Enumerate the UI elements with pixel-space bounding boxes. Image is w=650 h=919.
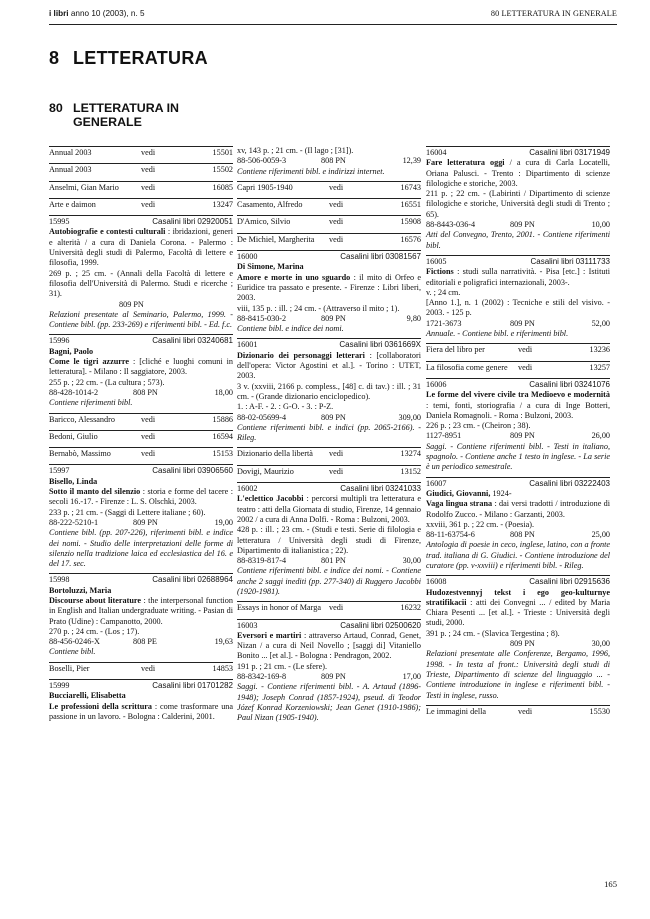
entry-price: 12,39 <box>402 156 421 166</box>
entry-description: 270 p. ; 24 cm. - (Los ; 17). <box>49 626 140 636</box>
cross-reference <box>237 198 421 215</box>
entry-body: : percorsi multipli tra letteratura e teatro : atti della Giornata di studio, Firenze, 14 gennaio 2002 / a cura di Anna Dolfi. - Roma : Bulzoni, 2003. <box>237 494 422 524</box>
entry-title: L'eclettico Jacobbi <box>237 494 304 504</box>
entry-title: Discourse about literature <box>49 595 142 605</box>
ref-heading: La filosofia come genere <box>426 362 508 372</box>
ref-heading: Capri 1905-1940 <box>237 182 293 192</box>
entry-title: Fictions <box>426 267 454 277</box>
entry-number: 15999 <box>49 681 70 691</box>
entry-author-dates: 1924- <box>492 488 512 498</box>
entry-title: Dizionario dei personaggi letterari <box>237 350 365 360</box>
entry-description: xv, 143 p. ; 21 cm. - (Il lago ; [31]). <box>237 146 354 155</box>
ref-number: 14853 <box>212 663 233 673</box>
chapter-title: LETTERATURA <box>73 48 208 68</box>
ref-heading: Bedoni, Giulio <box>49 431 98 441</box>
ref-number: 16594 <box>212 431 233 441</box>
ref-vedi: vedi <box>329 603 344 613</box>
ref-number: 13236 <box>589 345 610 355</box>
entry-note: Saggi. - Contiene riferimenti bibl. - Testi in italiano, spagnolo. - Contiene anche 1 testo in inglese. - La serie è un periodico semestrale. <box>426 441 610 472</box>
entry-body: : come trasformare una passione in un lavoro. - Bologna : Calderini, 2001. <box>49 701 234 721</box>
entry-isbn: 88-8342-169-8 <box>237 672 287 682</box>
entry-title: Come le tigri azzurre <box>49 357 130 367</box>
ref-number: 16743 <box>400 182 421 192</box>
chapter-number: 8 <box>49 48 60 68</box>
entry-number: 15995 <box>49 217 70 227</box>
entry-code: 809 PN <box>321 412 346 422</box>
entry-price: 9,80 <box>406 313 421 323</box>
entry-body: : temi, fonti, storiografia / a cura di Inge Botteri, Daniela Romagnoli. - Roma : Bulzoni, 2003. <box>426 400 610 420</box>
ref-number: 15501 <box>212 148 233 157</box>
entry-code: 809 PN <box>510 220 535 230</box>
ref-number: 15530 <box>589 706 610 716</box>
section-title-line1: LETTERATURA IN <box>73 101 179 115</box>
cross-reference <box>237 601 421 618</box>
ref-vedi: vedi <box>141 148 156 157</box>
entry-author: Bucciarelli, Elisabetta <box>49 691 126 701</box>
entry-number: 16007 <box>426 478 447 488</box>
cross-reference <box>237 181 421 198</box>
entry-isbn: 88-8443-036-4 <box>426 220 476 230</box>
entry-number: 15998 <box>49 575 70 585</box>
ref-number: 13257 <box>589 362 610 372</box>
casalini-id: Casalini libri 03241033 <box>340 484 421 494</box>
casalini-id: Casalini libri 01701282 <box>152 681 233 691</box>
entry-description: 255 p. ; 22 cm. - (La cultura ; 573). <box>49 377 165 387</box>
ref-number: 16232 <box>400 603 421 613</box>
entry-code: 808 PE <box>133 637 157 647</box>
cross-reference <box>237 465 421 482</box>
ref-vedi: vedi <box>141 182 156 192</box>
catalog-entry <box>237 619 421 728</box>
catalog-entry <box>426 146 610 255</box>
catalog-entry <box>237 338 421 447</box>
ref-number: 16085 <box>212 182 233 192</box>
entry-isbn: 88-11-63754-6 <box>426 530 475 540</box>
column-1 <box>49 146 233 726</box>
entry-note: Contiene bibl. e indice dei nomi. <box>237 324 344 334</box>
entry-price: 30,00 <box>591 639 610 649</box>
catalog-entry <box>426 378 610 477</box>
column-3 <box>426 146 610 722</box>
ref-number: 13274 <box>400 449 421 459</box>
entry-code: 809 PN <box>119 299 144 309</box>
chapter-heading <box>49 48 208 69</box>
entry-number: 16003 <box>237 620 258 630</box>
entry-body: / a cura di Carla Locatelli, Oriana Palusci. - Trento : Dipartimento di scienze filologiche e storiche, 2003. <box>426 158 610 188</box>
journal-issue: anno 10 (2003), n. 5 <box>70 9 145 18</box>
entry-price: 18,00 <box>214 387 233 397</box>
entry-code: 809 PN <box>510 431 535 441</box>
ref-vedi: vedi <box>518 362 533 372</box>
entry-title: Fare letteratura oggi <box>426 158 505 168</box>
ref-heading: Casamento, Alfredo <box>237 200 303 210</box>
catalog-entry <box>49 573 233 661</box>
ref-heading: Fiera del libro per <box>426 345 485 355</box>
catalog-entry-continued <box>237 146 421 181</box>
journal-name: i libri <box>49 9 69 18</box>
cross-reference <box>49 447 233 464</box>
ref-heading: Baricco, Alessandro <box>49 414 115 424</box>
ref-vedi: vedi <box>141 199 156 209</box>
entry-title: Hudozestvennyj tekst i ego geo-kulturnye stratifikacii <box>426 587 610 607</box>
entry-title: Le forme del vivere civile tra Medioevo e modernità <box>426 390 610 400</box>
entry-description: 269 p. ; 25 cm. - (Annali della Facoltà di lettere e filosofia dell'Università di Palermo. Studi e ricerche ; 31). <box>49 268 233 299</box>
entry-price: 19,00 <box>214 517 233 527</box>
running-header <box>49 9 617 23</box>
entry-price: 19,63 <box>214 637 233 647</box>
page-number: 165 <box>604 879 617 889</box>
ref-vedi: vedi <box>141 414 156 424</box>
cross-reference <box>426 705 610 722</box>
casalini-id: Casalini libri 03171949 <box>529 148 610 157</box>
entry-body: : attraverso Artaud, Conrad, Genet, Nizan / a cura di Neil Novello ; [saggi di] Vitaniello Bonito ... [et al.]. - Bologna : Pendragon, 2002. <box>237 630 421 661</box>
ref-heading: Bernabò, Massimo <box>49 449 111 459</box>
entry-isbn: 88-506-0059-3 <box>237 156 287 166</box>
section-title-line2: GENERALE <box>73 115 142 129</box>
entry-issue: [Anno 1.], n. 1 (2002) : Tecniche e stili del visivo. - 2003. - 125 p. <box>426 298 610 318</box>
catalog-entry <box>237 250 421 338</box>
entry-description: xxviii, 361 p. ; 22 cm. - (Poesia). <box>426 519 535 529</box>
entry-price: 26,00 <box>591 431 610 441</box>
entry-note: Antologia di poesie in ceco, inglese, latino, con a fronte trad. italiana di G. Giudici. - Contiene introduzione del curatore (pp. v-xxviii) e riferimenti bibl. - Rileg. <box>426 540 610 570</box>
section-heading <box>49 101 179 129</box>
entry-body: : atti dei Convegni ... / edited by Maria Chiara Pesenti ... [et al.]. - Trieste : Università degli studi, 2000. <box>426 597 611 628</box>
entry-description: 3 v. (xxviii, 2166 p. compless., [48] c. di tav.) : ill. ; 31 cm. - (Grande dizionario enciclopedico). <box>237 381 421 401</box>
entry-note: Contiene riferimenti bibl. <box>49 398 133 408</box>
entry-body: : studi sulla narratività. - Pisa [etc.] : Istituti editoriali e poligrafici internazionali, 2003-. <box>426 267 610 287</box>
ref-vedi: vedi <box>518 345 533 355</box>
cross-reference <box>49 413 233 430</box>
catalog-entry <box>49 679 233 726</box>
ref-heading: D'Amico, Silvio <box>237 217 291 227</box>
section-number: 80 <box>49 101 63 115</box>
entry-title: Autobiografie e contesti culturali <box>49 227 166 237</box>
entry-price: 30,00 <box>402 556 421 566</box>
ref-vedi: vedi <box>329 217 344 227</box>
ref-heading: Annual 2003 <box>49 165 92 175</box>
casalini-id: Casalini libri 03081567 <box>340 252 421 262</box>
catalog-entry <box>426 255 610 343</box>
entry-code: 809 PN <box>321 672 346 682</box>
entry-isbn: 88-428-1014-2 <box>49 387 99 397</box>
casalini-id: Casalini libri 02915636 <box>529 577 610 587</box>
entry-number: 16006 <box>426 379 447 389</box>
entry-note: Relazioni presentate al Seminario, Palermo, 1999. - Contiene bibl. (pp. 233-269) e riferimenti bibl. - Ed. f.c. <box>49 309 233 330</box>
entry-number: 16005 <box>426 256 447 266</box>
entry-issn: 1721-3673 <box>426 318 462 328</box>
column-2 <box>237 146 421 728</box>
entry-description: viii, 135 p. : ill. ; 24 cm. - (Attraverso il mito ; 1). <box>237 303 400 313</box>
cross-reference <box>426 343 610 360</box>
entry-number: 16002 <box>237 484 258 494</box>
entry-title: Sotto il manto del silenzio <box>49 487 141 497</box>
casalini-id: Casalini libri 03111733 <box>530 256 610 266</box>
ref-number: 16551 <box>400 200 421 210</box>
ref-heading: Annual 2003 <box>49 148 92 157</box>
entry-note: Contiene riferimenti bibl. e indirizzi internet. <box>237 166 385 176</box>
entry-body: : [collaboratori dell'opera: Victor Agostini et al.]. - Torino : UTET, 2003. <box>237 350 421 381</box>
entry-number: 16001 <box>237 340 258 350</box>
ref-vedi: vedi <box>141 165 156 175</box>
entry-isbn: 88-8415-030-2 <box>237 313 287 323</box>
entry-author: Giudici, Giovanni, <box>426 488 491 498</box>
ref-vedi: vedi <box>141 431 156 441</box>
cross-reference <box>426 361 610 378</box>
entry-volumes: 1. : A-F. - 2. : G-O. - 3. : P-Z. <box>237 402 334 412</box>
casalini-id: Casalini libri 03906560 <box>152 466 233 476</box>
casalini-id: Casalini libri 03222403 <box>529 478 610 488</box>
ref-vedi: vedi <box>329 234 344 244</box>
entry-price: 52,00 <box>591 318 610 328</box>
entry-number: 16008 <box>426 577 447 587</box>
entry-description: 211 p. ; 22 cm. - (Labirinti / Dipartimento di scienze filologiche e storiche, Università degli studi di Trento ; 65). <box>426 189 610 219</box>
catalog-entry <box>237 482 421 601</box>
casalini-id: Casalini libri 02688964 <box>152 575 233 585</box>
catalog-entry <box>426 477 610 576</box>
running-section-title: 80 LETTERATURA IN GENERALE <box>490 9 617 18</box>
entry-title: Vaga lingua strana <box>426 499 493 509</box>
entry-body: : the interpersonal function in English and Italian undergraduate writing. - Pasian di Prato (Udine) : Campanotto, 2000. <box>49 595 233 626</box>
ref-number: 13152 <box>400 466 421 476</box>
entry-body: : storia e forme del tacere : secoli 16.-17. - Firenze : L. S. Olschki, 2003. <box>49 487 233 507</box>
cross-reference <box>237 233 421 250</box>
entry-author: Di Simone, Marina <box>237 262 304 272</box>
entry-body: : dai versi tradotti / introduzione di Rodolfo Zucco. - Milano : Garzanti, 2003. <box>426 499 610 519</box>
ref-number: 15908 <box>400 217 421 227</box>
entry-number: 16000 <box>237 252 258 262</box>
ref-vedi: vedi <box>141 449 156 459</box>
ref-number: 15153 <box>212 449 233 459</box>
ref-heading: Dovigi, Maurizio <box>237 466 294 476</box>
entry-price: 309,00 <box>398 412 421 422</box>
catalog-entry <box>49 215 233 334</box>
entry-code: 809 PN <box>133 517 158 527</box>
ref-heading: Dizionario della libertà <box>237 449 313 459</box>
ref-heading: Arte e daimon <box>49 199 96 209</box>
entry-number: 15996 <box>49 336 70 346</box>
entry-title: Eversori e martiri <box>237 630 302 640</box>
entry-body: : il mito di Orfeo e Euridice tra passato e presente. - Firenze : Libri liberi, 2003. <box>237 272 422 303</box>
entry-title: Le professioni della scrittura <box>49 701 153 711</box>
entry-issn: 1127-8951 <box>426 431 462 441</box>
entry-body: : ibridazioni, generi e alterità / a cura di Daniela Corona. - Palermo : Università degli studi di Palermo, Facoltà di lettere e filosofia, 1999. <box>49 227 234 268</box>
entry-code: 809 PN <box>321 313 346 323</box>
entry-isbn: 88-222-5210-1 <box>49 517 99 527</box>
ref-vedi: vedi <box>329 200 344 210</box>
casalini-id: Casalini libri 03240681 <box>152 336 233 346</box>
entry-note: Atti del Convegno, Trento, 2001. - Contiene riferimenti bibl. <box>426 230 610 250</box>
catalog-entry <box>49 334 233 412</box>
entry-note: Contiene riferimenti bibl. e indici (pp. 2065-2166). - Rileg. <box>237 422 421 443</box>
ref-vedi: vedi <box>329 182 344 192</box>
entry-note: Annuale. - Contiene bibl. e riferimenti bibl. <box>426 329 569 339</box>
ref-number: 13247 <box>212 199 233 209</box>
catalog-entry <box>426 575 610 705</box>
ref-heading: Anselmi, Gian Mario <box>49 182 119 192</box>
ref-number: 16576 <box>400 234 421 244</box>
entry-code: 808 PN <box>133 387 158 397</box>
entry-code: 809 PN <box>510 318 535 328</box>
cross-reference <box>49 163 233 180</box>
catalog-entry <box>49 464 233 573</box>
entry-author: Bortoluzzi, Maria <box>49 585 112 595</box>
entry-code: 808 PN <box>510 530 535 540</box>
entry-description: 233 p. ; 21 cm. - (Saggi di Lettere italiane ; 60). <box>49 507 206 517</box>
entry-title: Amore e morte in uno sguardo <box>237 272 351 282</box>
entry-code: 809 PN <box>510 639 535 649</box>
entry-description: 226 p. ; 23 cm. - (Cheiron ; 38). <box>426 421 531 431</box>
casalini-id: Casalini libri 02500620 <box>340 620 421 630</box>
entry-author: Bisello, Linda <box>49 476 98 486</box>
entry-description: 391 p. ; 24 cm. - (Slavica Tergestina ; 8). <box>426 628 560 638</box>
casalini-id: Casalini libri 0361669X <box>339 340 421 350</box>
entry-code: 808 PN <box>321 156 346 166</box>
header-divider <box>49 24 617 25</box>
entry-note: Contiene bibl. (pp. 207-226), riferimenti bibl. e indice dei nomi. - Studio delle interpretazioni delle forme di silenzio nella tradizione laica ed ecclesiastica del 16. e del 17. sec. <box>49 528 233 569</box>
entry-isbn: 88-8319-817-4 <box>237 556 287 566</box>
cross-reference <box>49 198 233 215</box>
entry-description: 428 p. : ill. ; 23 cm. - (Studi e testi. Serie di filologia e letteratura / Università degli studi di Firenze, Dipartimento di italianistica ; 22). <box>237 525 421 555</box>
cross-reference <box>49 662 233 679</box>
entry-code: 801 PN <box>321 556 346 566</box>
entry-description: v. ; 24 cm. <box>426 287 461 297</box>
ref-vedi: vedi <box>329 466 344 476</box>
entry-note: Relazioni presentate alle Conferenze, Bergamo, 1996, 1998. - In testa al front.: Università degli studi di Trieste, Dipartimento di scienze del linguaggio ... - Contiene introduzione in inglese e riferimenti bibl. - Testi in inglese, russo. <box>426 649 610 700</box>
ref-vedi: vedi <box>329 449 344 459</box>
ref-vedi: vedi <box>141 663 156 673</box>
cross-reference <box>237 215 421 232</box>
entry-body: : [cliché e luoghi comuni in letteratura]. - Milano : Il saggiatore, 2003. <box>49 357 233 377</box>
entry-price: 17,00 <box>402 672 421 682</box>
entry-number: 15997 <box>49 466 70 476</box>
entry-isbn: 88-02-05699-4 <box>237 412 287 422</box>
ref-heading: De Michiel, Margherita <box>237 234 315 244</box>
entry-price: 25,00 <box>591 530 610 540</box>
entry-author: Bagni, Paolo <box>49 346 94 356</box>
casalini-id: Casalini libri 02920051 <box>152 217 233 227</box>
cross-reference <box>49 181 233 198</box>
cross-reference <box>237 447 421 464</box>
entry-description: 191 p. ; 21 cm. - (Le sfere). <box>237 661 328 671</box>
cross-reference <box>49 430 233 447</box>
cross-reference <box>49 146 233 163</box>
ref-number: 15502 <box>212 165 233 175</box>
entry-note: Saggi. - Contiene riferimenti bibl. - A. Artaud (1896-1948); Joseph Conrad (1857-1924), pseud. di Teodor Józef Konrad Korzeniowski; Jean Genet (1910-1986); Paul Nizan (1905-1940). <box>237 682 421 723</box>
entry-number: 16004 <box>426 148 447 157</box>
journal-info <box>49 9 145 18</box>
ref-number: 15886 <box>212 414 233 424</box>
entry-price: 10,00 <box>591 220 610 230</box>
ref-heading: Boselli, Pier <box>49 663 90 673</box>
casalini-id: Casalini libri 03241076 <box>529 379 610 389</box>
ref-heading: Essays in honor of Marga <box>237 603 321 613</box>
entry-isbn: 88-456-0246-X <box>49 637 100 647</box>
ref-heading: Le immagini della <box>426 706 487 716</box>
entry-note: Contiene riferimenti bibl. e indice dei nomi. - Contiene anche 2 saggi inediti (pp. 277-340) di Ruggero Jacobbi (1920-1981). <box>237 566 421 596</box>
entry-note: Contiene bibl. <box>49 647 96 657</box>
ref-vedi: vedi <box>518 706 533 716</box>
